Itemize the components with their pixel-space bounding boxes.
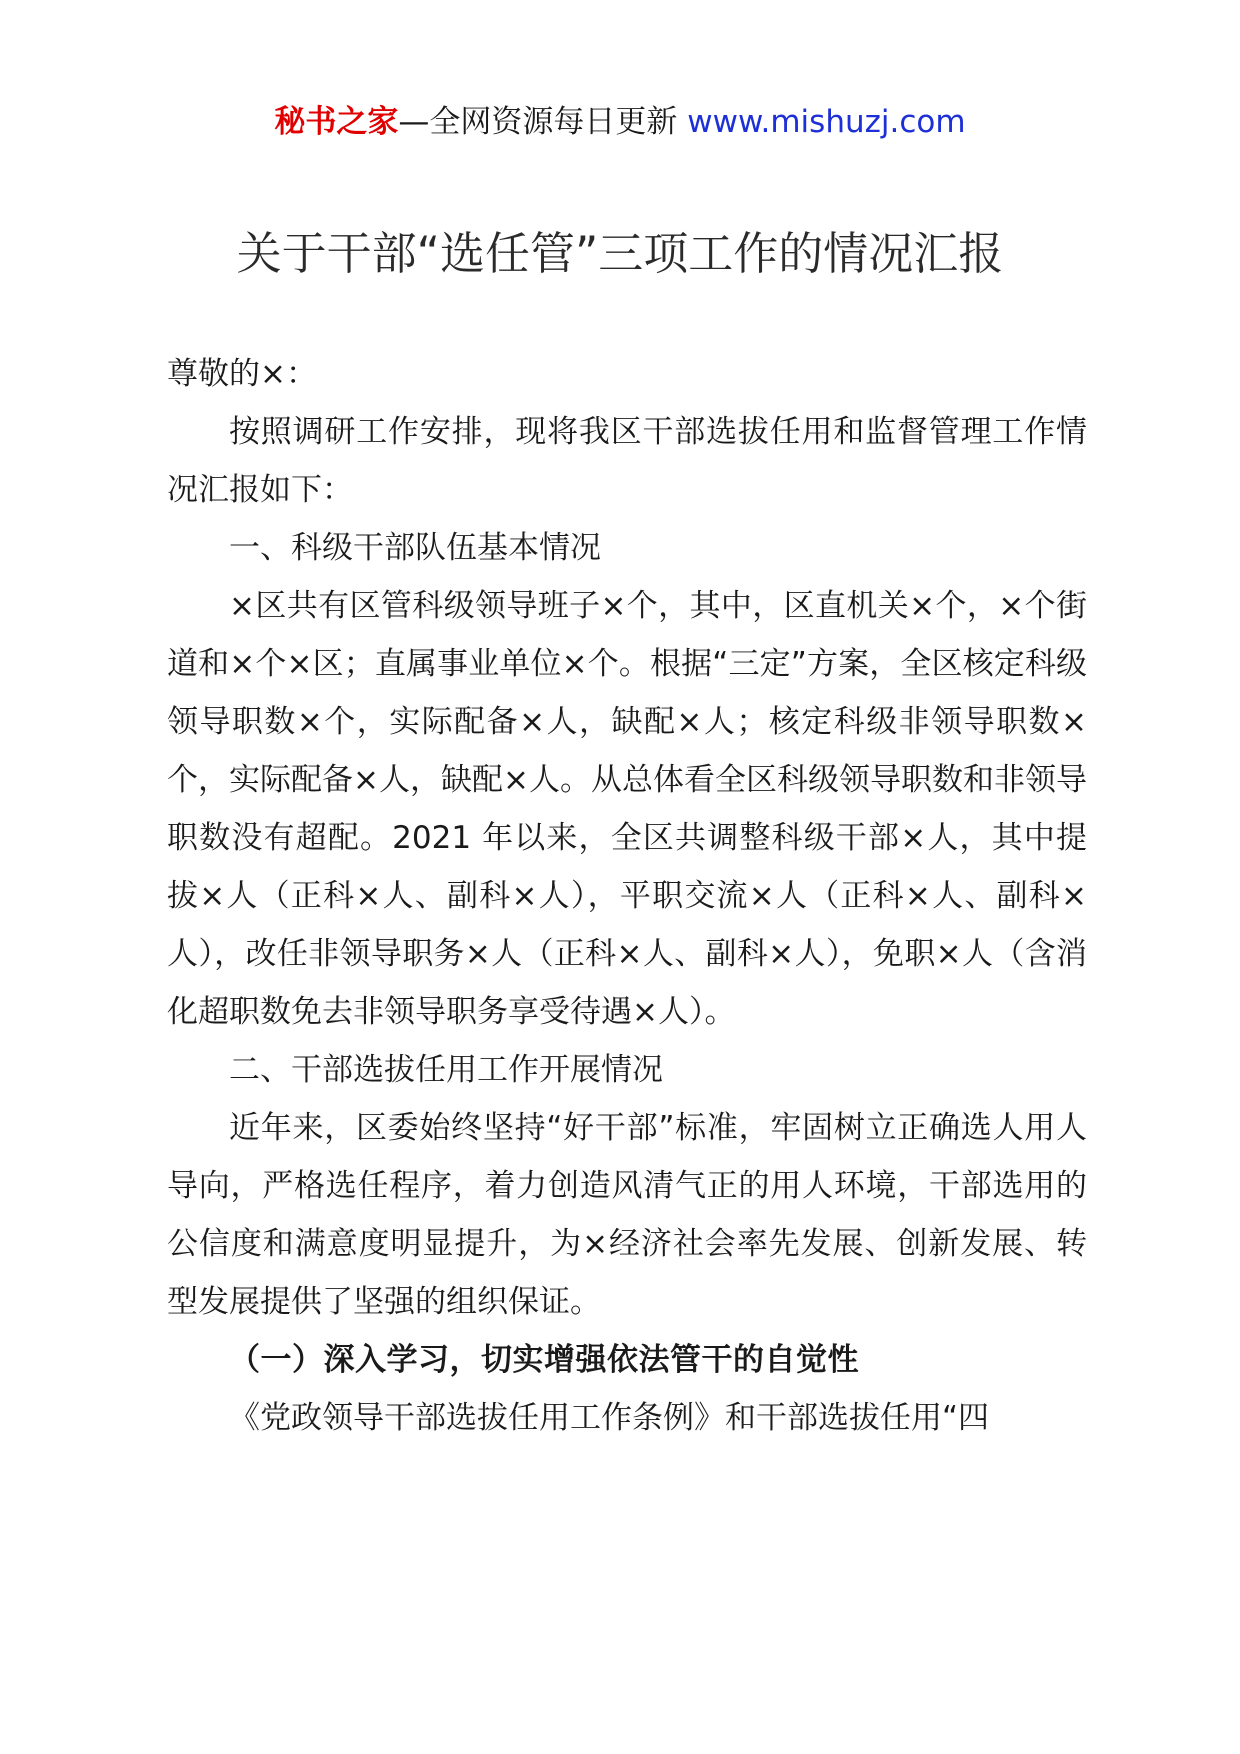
site-url-link[interactable]: www.mishuzj.com [687, 104, 966, 140]
site-brand: 秘书之家 [274, 104, 399, 140]
section-heading-1: 一、科级干部队伍基本情况 [229, 530, 601, 566]
intro-paragraph: 按照调研工作安排，现将我区干部选拔任用和监督管理工作情况汇报如下： [167, 414, 1087, 508]
document-body [167, 345, 1087, 1447]
section-heading-2: 二、干部选拔任用工作开展情况 [229, 1052, 663, 1088]
subsection-heading-1: （一）深入学习，切实增强依法管干的自觉性 [229, 1342, 859, 1378]
site-header [0, 100, 1240, 144]
section-1-paragraph: ×区共有区管科级领导班子×个，其中，区直机关×个，×个街道和×个×区；直属事业单位×个。根据“三定”方案，全区核定科级领导职数×个，实际配备×人，缺配×人；核定科级非领导职数×个，实际配备×人，缺配×人。从总体看全区科级领导职数和非领导职数没有超配。2021 年以来，全区共调整科级干部×人，其中提拔×人（正科×人、副科×人），平职交流×人（正科×人、副科×人），改任非领导职务×人（正科×人、副科×人），免职×人（含消化超职数免去非领导职务享受待遇×人）。 [167, 588, 1087, 1030]
subsection-1-paragraph: 《党政领导干部选拔任用工作条例》和干部选拔任用“四 [229, 1400, 990, 1436]
site-tagline: —全网资源每日更新 [398, 104, 688, 140]
section-2-paragraph: 近年来，区委始终坚持“好干部”标准，牢固树立正确选人用人导向，严格选任程序，着力创造风清气正的用人环境，干部选用的公信度和满意度明显提升，为×经济社会率先发展、创新发展、转型发展提供了坚强的组织保证。 [167, 1110, 1087, 1320]
salutation: 尊敬的×： [167, 356, 317, 392]
document-title: 关于干部“选任管”三项工作的情况汇报 [236, 227, 1004, 280]
